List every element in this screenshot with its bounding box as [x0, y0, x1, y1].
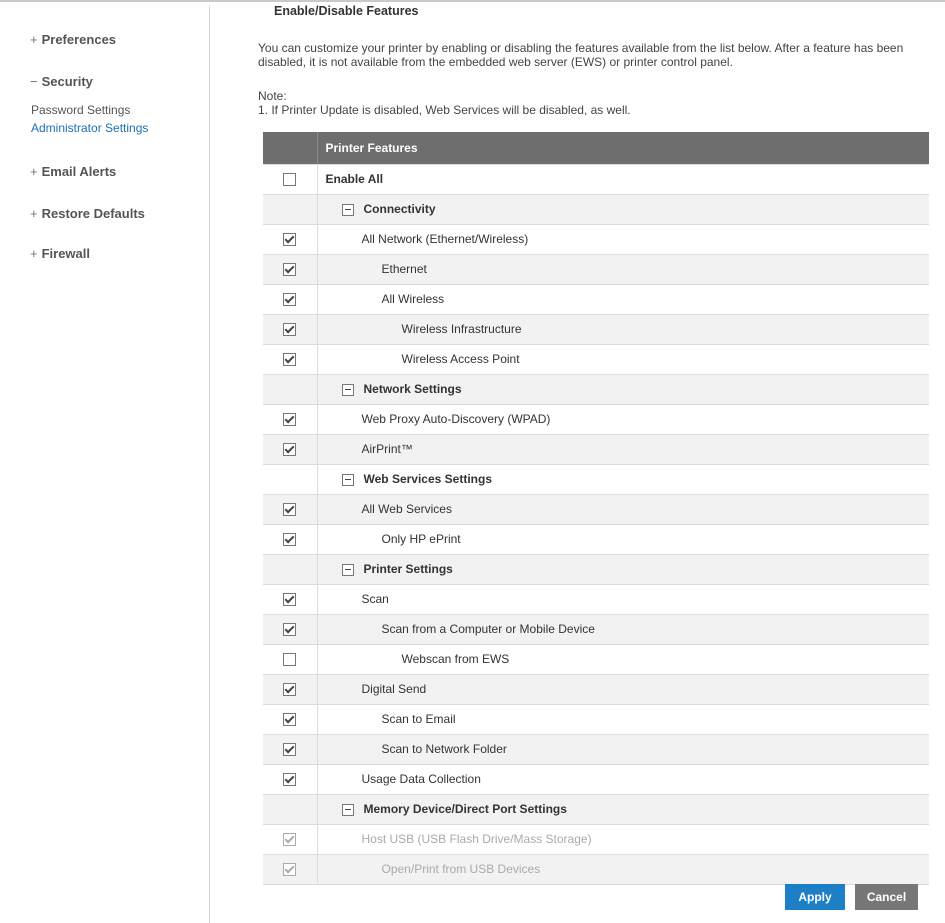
feature-row [263, 674, 929, 704]
section-title: Enable/Disable Features [274, 4, 419, 18]
feature-checkbox-cell [263, 824, 317, 854]
feature-label: Scan to Network Folder [381, 742, 507, 756]
header-checkbox-cell [263, 132, 317, 164]
feature-label-cell [317, 704, 929, 734]
feature-checkbox[interactable] [283, 503, 296, 516]
feature-label-cell [317, 614, 929, 644]
expand-icon: + [30, 164, 38, 179]
top-divider [0, 0, 945, 2]
sidebar-item-label: Security [41, 74, 93, 89]
feature-checkbox[interactable] [283, 713, 296, 726]
feature-label-cell [317, 254, 929, 284]
feature-label: Usage Data Collection [361, 772, 481, 786]
sidebar-item-restore-defaults[interactable] [30, 206, 145, 221]
feature-label-cell [317, 434, 929, 464]
feature-row [263, 704, 929, 734]
feature-label: Scan to Email [381, 712, 456, 726]
feature-row [263, 314, 929, 344]
feature-checkbox[interactable] [283, 323, 296, 336]
feature-checkbox-cell [263, 434, 317, 464]
description: You can customize your printer by enabling or disabling the features available from the list below. After a feature has been disabled, it is not available from the embedded web server (EWS) or printer control panel. [258, 41, 904, 69]
collapse-icon[interactable] [342, 474, 354, 486]
feature-row [263, 164, 929, 194]
sidebar-item-label: Restore Defaults [41, 206, 145, 221]
feature-checkbox[interactable] [283, 443, 296, 456]
feature-checkbox-cell [263, 254, 317, 284]
expand-icon: + [30, 206, 38, 221]
feature-checkbox[interactable] [283, 533, 296, 546]
feature-row [263, 434, 929, 464]
feature-row [263, 254, 929, 284]
feature-label: Webscan from EWS [401, 652, 510, 666]
feature-checkbox-cell [263, 614, 317, 644]
feature-label-cell [317, 224, 929, 254]
feature-label: AirPrint™ [361, 442, 413, 456]
feature-label: Printer Settings [363, 562, 453, 576]
feature-label-cell [317, 524, 929, 554]
feature-label: Wireless Access Point [401, 352, 520, 366]
feature-checkbox-cell [263, 854, 317, 884]
feature-label-cell [317, 854, 929, 884]
feature-checkbox-cell [263, 464, 317, 494]
collapse-icon[interactable] [342, 804, 354, 816]
feature-label: Digital Send [361, 682, 427, 696]
feature-label-cell [317, 734, 929, 764]
collapse-icon[interactable] [342, 204, 354, 216]
feature-label-cell [317, 494, 929, 524]
sidebar [10, 6, 210, 923]
feature-label-cell [317, 344, 929, 374]
feature-checkbox[interactable] [283, 683, 296, 696]
sidebar-item-firewall[interactable] [30, 246, 90, 261]
feature-row [263, 734, 929, 764]
feature-checkbox-cell [263, 224, 317, 254]
feature-row [263, 854, 929, 884]
feature-checkbox-cell [263, 734, 317, 764]
cancel-button[interactable]: Cancel [855, 884, 918, 910]
sidebar-item-security[interactable] [30, 74, 93, 89]
feature-label-cell [317, 284, 929, 314]
feature-label: All Network (Ethernet/Wireless) [361, 232, 529, 246]
note-label: Note: [258, 89, 287, 103]
collapse-icon: − [30, 74, 38, 89]
feature-group-row [263, 374, 929, 404]
feature-checkbox[interactable] [283, 593, 296, 606]
feature-label-cell [317, 794, 929, 824]
feature-checkbox [283, 863, 296, 876]
feature-label-cell [317, 764, 929, 794]
feature-row [263, 824, 929, 854]
sidebar-subitem-administrator-settings[interactable]: Administrator Settings [31, 121, 149, 135]
feature-label: Connectivity [363, 202, 436, 216]
feature-checkbox-cell [263, 584, 317, 614]
feature-checkbox-cell [263, 374, 317, 404]
collapse-icon[interactable] [342, 564, 354, 576]
sidebar-item-email-alerts[interactable] [30, 164, 116, 179]
expand-icon: + [30, 246, 38, 261]
feature-label-cell [317, 164, 929, 194]
feature-group-row [263, 554, 929, 584]
feature-checkbox[interactable] [283, 173, 296, 186]
feature-row [263, 614, 929, 644]
feature-row [263, 404, 929, 434]
feature-label: Scan [361, 592, 389, 606]
feature-checkbox-cell [263, 764, 317, 794]
feature-group-row [263, 464, 929, 494]
feature-group-row [263, 794, 929, 824]
feature-label: Memory Device/Direct Port Settings [363, 802, 567, 816]
feature-checkbox-cell [263, 794, 317, 824]
feature-checkbox[interactable] [283, 743, 296, 756]
feature-checkbox[interactable] [283, 623, 296, 636]
collapse-icon[interactable] [342, 384, 354, 396]
feature-row [263, 644, 929, 674]
feature-row [263, 584, 929, 614]
features-body [263, 164, 929, 884]
feature-checkbox [283, 833, 296, 846]
sidebar-item-label: Email Alerts [41, 164, 117, 179]
feature-label: Enable All [325, 172, 384, 186]
feature-checkbox-cell [263, 314, 317, 344]
feature-checkbox-cell [263, 404, 317, 434]
feature-checkbox-cell [263, 554, 317, 584]
feature-label: Only HP ePrint [381, 532, 461, 546]
feature-checkbox-cell [263, 164, 317, 194]
feature-checkbox[interactable] [283, 653, 296, 666]
feature-label-cell [317, 314, 929, 344]
feature-checkbox[interactable] [283, 413, 296, 426]
feature-row [263, 284, 929, 314]
feature-label: Web Services Settings [363, 472, 492, 486]
feature-label-cell [317, 644, 929, 674]
feature-group-row [263, 194, 929, 224]
header-printer-features: Printer Features [317, 132, 929, 164]
feature-label-cell [317, 464, 929, 494]
feature-row [263, 524, 929, 554]
feature-label: Wireless Infrastructure [401, 322, 522, 336]
feature-label: Host USB (USB Flash Drive/Mass Storage) [361, 832, 592, 846]
feature-row [263, 764, 929, 794]
feature-label: Ethernet [381, 262, 427, 276]
feature-label: Open/Print from USB Devices [381, 862, 541, 876]
apply-button[interactable]: Apply [785, 884, 845, 910]
feature-checkbox-cell [263, 644, 317, 674]
feature-checkbox-cell [263, 674, 317, 704]
feature-label: All Wireless [381, 292, 445, 306]
feature-checkbox[interactable] [283, 773, 296, 786]
note-text: 1. If Printer Update is disabled, Web Services will be disabled, as well. [258, 103, 631, 117]
sidebar-item-label: Preferences [41, 32, 117, 47]
feature-checkbox-cell [263, 344, 317, 374]
sidebar-item-label: Firewall [41, 246, 91, 261]
feature-label-cell [317, 374, 929, 404]
features-table [263, 132, 929, 885]
feature-checkbox-cell [263, 704, 317, 734]
feature-label: Scan from a Computer or Mobile Device [381, 622, 595, 636]
feature-row [263, 344, 929, 374]
feature-label: Web Proxy Auto-Discovery (WPAD) [361, 412, 551, 426]
feature-label: All Web Services [361, 502, 452, 516]
feature-checkbox-cell [263, 524, 317, 554]
expand-icon: + [30, 32, 38, 47]
sidebar-item-preferences[interactable] [30, 32, 116, 47]
table-header-row [263, 132, 929, 164]
feature-label-cell [317, 554, 929, 584]
feature-label-cell [317, 824, 929, 854]
feature-row [263, 494, 929, 524]
feature-checkbox-cell [263, 284, 317, 314]
feature-checkbox-cell [263, 494, 317, 524]
feature-checkbox[interactable] [283, 293, 296, 306]
feature-checkbox[interactable] [283, 353, 296, 366]
feature-row [263, 224, 929, 254]
feature-checkbox-cell [263, 194, 317, 224]
feature-checkbox[interactable] [283, 233, 296, 246]
feature-checkbox[interactable] [283, 263, 296, 276]
feature-label-cell [317, 584, 929, 614]
feature-label-cell [317, 194, 929, 224]
sidebar-subitem-password-settings[interactable]: Password Settings [31, 103, 131, 117]
feature-label-cell [317, 674, 929, 704]
feature-label-cell [317, 404, 929, 434]
feature-label: Network Settings [363, 382, 462, 396]
